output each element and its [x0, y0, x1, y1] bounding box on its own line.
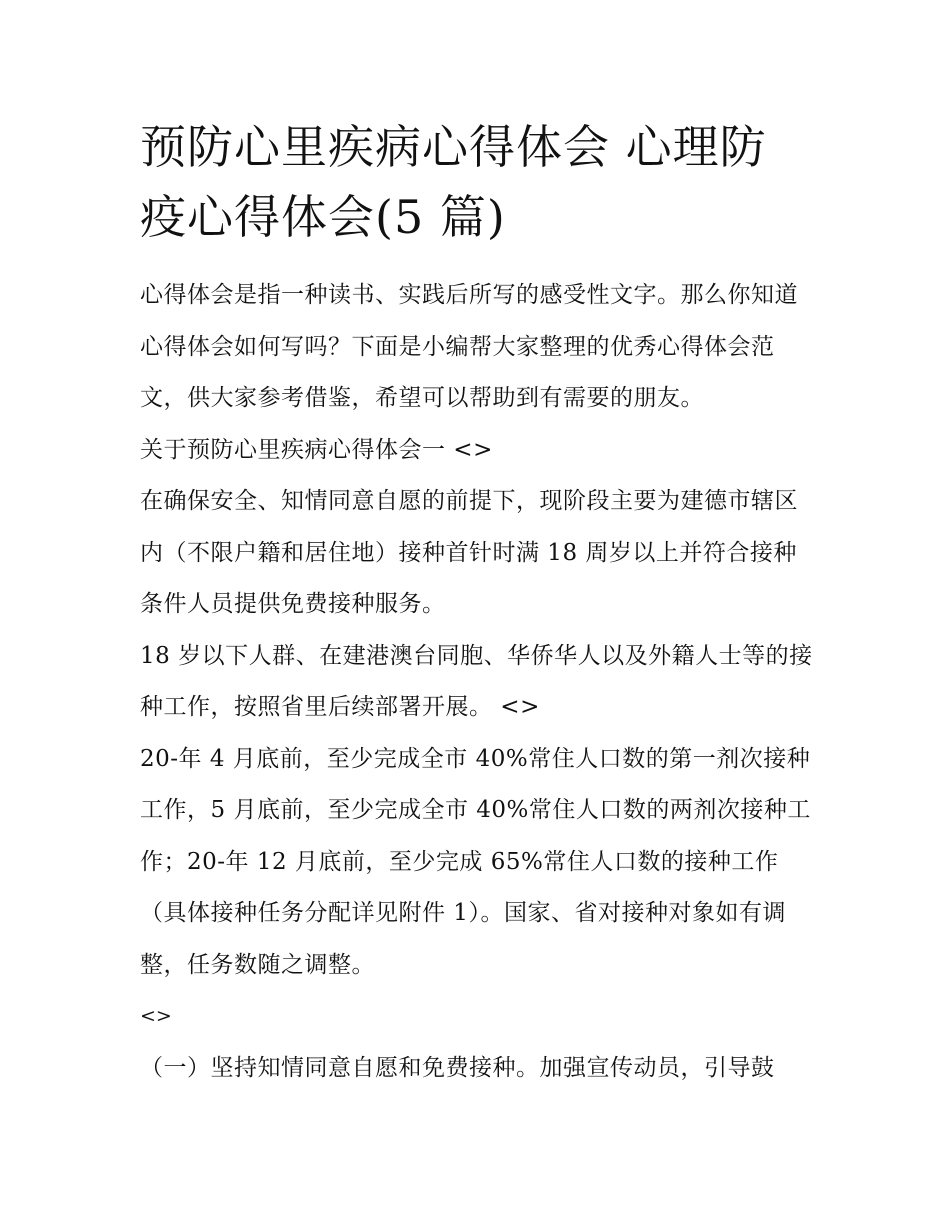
document-title	[140, 112, 820, 252]
paragraph-eligibility: 在确保安全、知情同意自愿的前提下，现阶段主要为建德市辖区内（不限户籍和居住地）接种首针时满 18 周岁以上并符合接种条件人员提供免费接种服务。	[140, 488, 798, 617]
intro-paragraph: 心得体会是指一种读书、实践后所写的感受性文字。那么你知道心得体会如何写吗？下面是小编帮大家整理的优秀心得体会范文，供大家参考借鉴，希望可以帮助到有需要的朋友。	[140, 282, 798, 411]
paragraph-targets: 20-年 4 月底前，至少完成全市 40%常住人口数的第一剂次接种工作，5 月底前，至少完成全市 40%常住人口数的两剂次接种工作；20-年 12 月底前，至少完成 65%常住人口数的接种工作（具体接种任务分配详见附件 1）。国家、省对接种对象如有调整，任务数随之调整。	[140, 745, 811, 978]
paragraph-under-18: 18 岁以下人群、在建港澳台同胞、华侨华人以及外籍人士等的接种工作，按照省里后续部署开展。 <>	[140, 642, 813, 720]
document-content	[140, 112, 820, 1094]
placeholder-marker: <>	[140, 1005, 172, 1027]
section-heading-1: 关于预防心里疾病心得体会一 <>	[140, 436, 493, 463]
title-line-1: 预防心里疾病心得体会 心理防	[140, 120, 767, 174]
paragraph-principle-1: （一）坚持知情同意自愿和免费接种。加强宣传动员，引导鼓	[140, 1054, 775, 1081]
document-body	[140, 270, 820, 1094]
title-line-2: 疫心得体会(5 篇)	[140, 190, 506, 244]
